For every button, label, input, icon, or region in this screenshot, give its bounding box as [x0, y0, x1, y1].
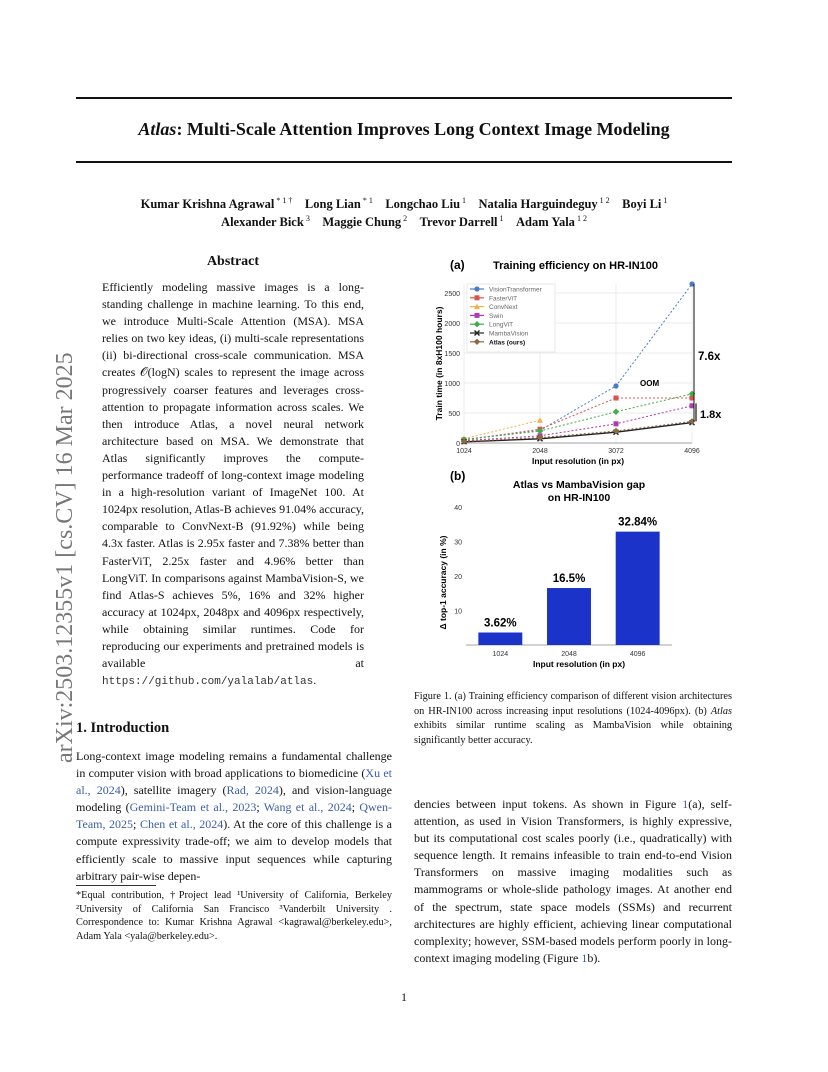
body-text: b).: [587, 950, 601, 965]
author-name: Longchao Liu: [385, 197, 461, 212]
legend-entry: VisionTransformer: [489, 286, 542, 294]
citation-link[interactable]: Xu et al., 2024: [76, 766, 392, 798]
abstract-body: Efficiently modeling massive images is a long-standing challenge in machine learning. To this end, we introduce Multi-Scale Attention (MSA). MSA relies on two key ideas, (i) multi-scale representations (ii) bi-directional cross-scale communication. MSA creates 𝒪(logN) scales to represent the image across progressively coarser features and leverages cross-attention to propagate information across scales. We then introduce Atlas, a novel neural network architecture based on MSA. We demonstrate that Atlas significantly improves the compute-performance tradeoff of long-context image modeling in a high-resolution variant of ImageNet 100. At 1024px resolution, Atlas-B achieves 91.04% accuracy, comparable to ConvNext-B (91.92%) while being 4.3x faster. Atlas is 2.95x faster and 7.38% better than FasterViT, 2.25x faster and 4.96% better than LongViT. In comparisons against MambaVision-S, we find Atlas-S achieves 5%, 16% and 32% higher accuracy at 1024px, 2048px and 4096px respectively, while obtaining similar runtimes. Code for reproducing our experiments and pretrained models is available at https://github.com/yalalab/atlas.: [102, 280, 364, 689]
figure-ref-link[interactable]: 1: [682, 797, 689, 811]
data-point: [614, 421, 619, 426]
data-point: [474, 286, 479, 291]
data-point: [475, 295, 480, 300]
body-text: dencies between input tokens. As shown in Figure: [414, 797, 683, 811]
title-rule: [76, 161, 732, 163]
author-affiliation: 3: [303, 214, 310, 223]
data-point: [537, 417, 543, 423]
right-column-text: [414, 796, 732, 967]
abstract-heading: Abstract: [206, 254, 260, 269]
authors-line-2: [76, 209, 732, 232]
legend-entry: MambaVision: [489, 330, 529, 338]
author-affiliation: 1 2: [597, 196, 610, 205]
panel-label: (a): [450, 258, 465, 272]
data-point: [614, 396, 619, 401]
top-rule: [76, 97, 732, 99]
author-name: Adam Yala: [516, 215, 575, 230]
introduction-text: [76, 748, 392, 885]
author-name: Kumar Krishna Agrawal: [140, 197, 275, 212]
series-line: [464, 421, 692, 441]
author-name: Maggie Chung: [322, 215, 402, 230]
data-point: [613, 383, 618, 388]
panel-label: (b): [450, 469, 466, 483]
legend-entry: Atlas (ours): [489, 339, 526, 347]
data-point: [475, 313, 480, 318]
title-italic: Atlas: [138, 119, 177, 139]
author-name: Trevor Darrell: [419, 215, 498, 230]
annotation-label: 1.8x: [700, 408, 722, 421]
y-tick-label: 20: [454, 573, 462, 581]
intro-text: Long-context image modeling remains a fundamental challenge in computer vision with broad applications to biomedicine (: [76, 749, 392, 781]
intro-text: ;: [256, 800, 264, 815]
author-name: Boyi Li: [622, 197, 662, 212]
y-tick-label: 10: [454, 608, 462, 616]
y-tick-label: 30: [454, 539, 462, 547]
legend-entry: LongViT: [489, 321, 514, 329]
y-tick-label: 40: [454, 504, 462, 512]
bar: [478, 633, 522, 645]
figure-ref-link[interactable]: 1: [581, 950, 588, 965]
author-affiliation: 1: [497, 214, 504, 223]
intro-text: ), satellite imagery (: [120, 783, 227, 798]
x-tick-label: 4096: [629, 651, 646, 658]
page-number: 1: [401, 990, 407, 1004]
arxiv-stamp: [22, 283, 82, 763]
author-name: Natalia Harguindeguy: [478, 197, 598, 212]
author-affiliation: * 1 †: [274, 196, 293, 205]
caption-text: (a) Training efficiency comparison of different vision architectures on HR-IN100 across increasing input resolutions (1024-4096px). (b): [414, 691, 732, 717]
y-tick-label: 1000: [444, 381, 460, 388]
chart-title: on HR-IN100: [547, 492, 611, 504]
bar: [616, 532, 660, 645]
author-name: Alexander Bick: [221, 215, 304, 230]
figure-label: Figure 1.: [414, 691, 452, 702]
x-tick-label: 1024: [456, 448, 472, 455]
y-tick-label: 2000: [444, 321, 460, 328]
chart-title: Training efficiency on HR-IN100: [493, 260, 659, 272]
annotation-label: OOM: [640, 379, 660, 388]
footnote: *Equal contribution, †Project lead ¹University of California, Berkeley ²University of California San Francisco ³Vanderbilt University . Correspondence to: Kumar Krishna Agrawal <kagrawal@berkeley.edu>, Adam Yala <yala@berkeley.edu>.: [76, 890, 392, 942]
caption-italic: Atlas: [710, 705, 732, 717]
data-point: [613, 409, 619, 415]
abstract-text: Efficiently modeling massive images is a long-standing challenge in machine learning. To this end, we introduce Multi-Scale Attention (MSA). MSA relies on two key ideas, (i) multi-scale representations (ii) bi-directional cross-scale communication. MSA creates 𝒪(logN) scales to represent the image across progressively coarser features and leverages cross-attention to propagate information across scales. We then introduce Atlas, a novel neural network architecture based on MSA. We demonstrate that Atlas significantly improves the compute-performance tradeoff of long-context image modeling in a high-resolution variant of ImageNet 100. At 1024px resolution, Atlas-B achieves 91.04% accuracy, comparable to ConvNext-B (91.92%) while being 4.3x faster. Atlas is 2.95x faster and 7.38% better than FasterViT, 2.25x faster and 4.96% better than LongViT. In comparisons against MambaVision-S, we find Atlas-S achieves 5%, 16% and 32% higher accuracy at 1024px, 2048px and 4096px respectively, while obtaining similar runtimes. Code for reproducing our experiments and pretrained models is available at: [102, 280, 364, 671]
x-tick-label: 4096: [684, 448, 700, 455]
annotation-label: 7.6x: [698, 351, 721, 363]
data-label: 16.5%: [552, 573, 586, 586]
data-label: 32.84%: [618, 516, 658, 529]
chart-a: [434, 258, 722, 466]
y-tick-label: 0: [456, 441, 460, 448]
section-heading-introduction: 1. Introduction: [76, 720, 170, 736]
y-tick-label: 500: [448, 411, 460, 418]
author-affiliation: * 1: [360, 196, 373, 205]
citation-link[interactable]: Gemini-Team et al., 2023: [129, 800, 257, 815]
x-tick-label: 3072: [608, 448, 624, 455]
citation-link[interactable]: Rad, 2024: [226, 783, 279, 798]
x-tick-label: 1024: [492, 651, 509, 658]
author-affiliation: 1 2: [574, 214, 587, 223]
series-line: [464, 398, 692, 440]
x-axis-label: Input resolution (in px): [531, 456, 625, 466]
intro-text: ;: [133, 817, 140, 832]
y-tick-label: 1500: [444, 351, 460, 358]
caption-text: exhibits similar runtime scaling as MambaVision while obtaining significantly better accuracy.: [414, 720, 732, 746]
author-affiliation: 2: [401, 214, 408, 223]
series-line: [464, 420, 540, 439]
paper-title: [76, 119, 732, 140]
bar: [547, 588, 591, 645]
chart-title: Atlas vs MambaVision gap: [512, 479, 646, 491]
figure-caption: [414, 690, 732, 748]
citation-link[interactable]: Qwen-Team, 2025: [76, 800, 392, 832]
intro-text: ;: [351, 800, 360, 815]
series-line: [464, 423, 692, 442]
code-link[interactable]: https://github.com/yalalab/atlas: [102, 676, 314, 689]
data-point: [613, 428, 619, 434]
series-line: [464, 394, 692, 440]
x-axis-label: Input resolution (in px): [532, 659, 626, 669]
body-text: (a), self-attention, as used in Vision Transformers, is highly expressive, but its computational cost scales poorly (i.e., quadratically) with sequence length. It remains infeasible to train end-to-end Vision Transformers on massive imaging modalities such as mammograms or whole-slide pathology images. At another end of the spectrum, state space models (SSMs) and recurrent architectures are highly efficient, achieving linear computational complexity; however, SSM-based models perform poorly in long-context imaging modeling (Figure: [414, 797, 733, 965]
legend-entry: ConvNext: [489, 304, 518, 312]
citation-link[interactable]: Wang et al., 2024: [263, 800, 352, 815]
data-label: 3.62%: [484, 617, 517, 630]
intro-text: ). At the core of this challenge is a compute expressivity trade-off; we aim to develop models that efficiently scale to massive input sequences while capturing arbitrary pair-wise depen-: [76, 817, 392, 883]
figure-1: [418, 250, 732, 680]
author-affiliation: 1: [460, 196, 467, 205]
legend-entry: Swin: [489, 312, 504, 320]
y-axis-label: Δ top-1 accuracy (in %): [438, 535, 448, 630]
legend-entry: FasterViT: [489, 295, 518, 303]
arxiv-stamp-text: arXiv:2503.12355v1 [cs.CV] 16 Mar 2025: [52, 352, 78, 763]
chart-b: [438, 469, 672, 669]
x-tick-label: 2048: [561, 651, 577, 658]
y-tick-label: 2500: [444, 291, 460, 298]
footnote-rule: [76, 885, 156, 886]
intro-text: ), and vision-language modeling (: [76, 783, 392, 815]
title-rest: : Multi-Scale Attention Improves Long Context Image Modeling: [176, 119, 670, 139]
x-tick-label: 2048: [532, 448, 548, 455]
author-name: Long Lian: [304, 197, 361, 212]
y-axis-label: Train time (in 8xH100 hours): [434, 306, 444, 421]
citation-link[interactable]: Chen et al., 2024: [139, 817, 224, 832]
author-affiliation: 1: [661, 196, 668, 205]
